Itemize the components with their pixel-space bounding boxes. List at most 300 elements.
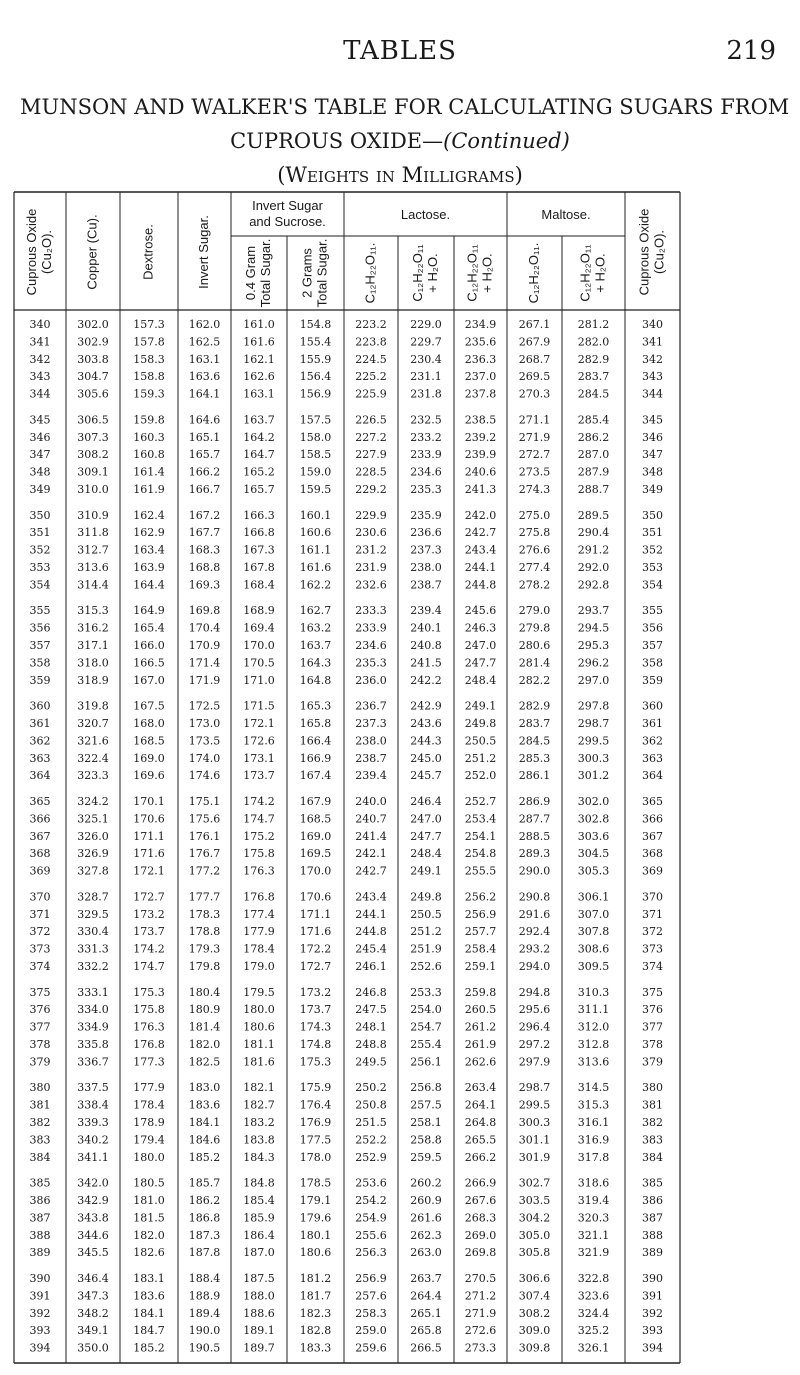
table-cell: 277.4 <box>518 561 551 574</box>
group-label-maltose: Maltose. <box>541 207 591 222</box>
table-cell: 250.5 <box>410 907 442 921</box>
table-cell: 250.5 <box>464 734 497 748</box>
table-cell: 360 <box>642 699 663 713</box>
table-cell: 390 <box>642 1272 663 1285</box>
table-cell: 308.6 <box>577 942 610 956</box>
table-cell: 171.6 <box>299 925 332 939</box>
table-cell: 301.2 <box>577 769 610 783</box>
table-cell: 180.6 <box>243 1020 275 1034</box>
table-cell: 298.7 <box>518 1081 551 1095</box>
table-cell: 303.8 <box>77 352 109 366</box>
table-cell: 353 <box>642 561 663 574</box>
table-cell: 365 <box>29 795 51 808</box>
table-cell: 177.7 <box>188 890 221 904</box>
table-cell: 268.3 <box>464 1211 497 1225</box>
table-cell: 242.2 <box>410 673 442 687</box>
table-cell: 180.0 <box>243 1003 275 1017</box>
table-cell: 156.9 <box>299 387 332 401</box>
table-cell: 301.1 <box>518 1133 551 1147</box>
table-cell: 160.8 <box>133 448 165 462</box>
table-cell: 157.8 <box>133 335 165 349</box>
table-cell: 164.4 <box>133 578 165 592</box>
table-cell: 349 <box>642 483 663 496</box>
table-cell: 173.7 <box>243 769 275 783</box>
table-cell: 326.9 <box>77 847 109 861</box>
table-cell: 188.9 <box>188 1289 221 1303</box>
table-cell: 386 <box>642 1194 663 1207</box>
table-cell: 183.8 <box>243 1133 275 1147</box>
table-cell: 165.4 <box>133 621 165 635</box>
table-cell: 170.5 <box>243 656 275 670</box>
table-cell: 240.8 <box>410 639 442 652</box>
table-cell: 175.8 <box>133 1003 165 1017</box>
table-cell: 167.3 <box>243 543 275 557</box>
table-cell: 166.9 <box>299 751 332 765</box>
table-cell: 160.3 <box>133 430 165 444</box>
col-dextrose: Dextrose. <box>140 224 156 280</box>
table-cell: 392 <box>29 1306 51 1320</box>
table-cell: 293.2 <box>518 942 551 956</box>
table-cell: 244.3 <box>410 734 442 748</box>
table-cell: 244.1 <box>355 907 387 921</box>
table-cell: 324.4 <box>577 1306 610 1320</box>
table-cell: 250.8 <box>355 1098 387 1112</box>
table-cell: 315.3 <box>577 1098 610 1112</box>
table-cell: 242.1 <box>355 847 387 861</box>
table-cell: 154.8 <box>299 318 332 331</box>
table-cell: 242.0 <box>464 508 497 522</box>
table-cell: 371 <box>642 907 663 921</box>
table-cell: 361 <box>642 717 663 730</box>
table-cell: 251.2 <box>410 925 442 939</box>
table-cell: 168.0 <box>133 717 165 730</box>
table-cell: 164.2 <box>243 430 275 444</box>
table-cell: 385 <box>642 1176 663 1190</box>
table-cell: 179.3 <box>188 942 221 956</box>
table-cell: 282.9 <box>577 352 610 366</box>
table-cell: 173.2 <box>299 985 332 999</box>
table-cell: 180.9 <box>188 1003 221 1017</box>
table-cell: 249.1 <box>464 699 497 713</box>
table-cell: 248.8 <box>355 1038 387 1051</box>
table-cell: 297.8 <box>577 699 610 713</box>
table-cell: 321.1 <box>577 1228 610 1242</box>
table-cell: 176.3 <box>243 864 275 878</box>
table-cell: 175.3 <box>133 985 165 999</box>
table-cell: 359 <box>29 673 51 687</box>
table-cell: 176.7 <box>188 847 221 861</box>
table-cell: 255.4 <box>410 1038 442 1051</box>
table-cell: 247.7 <box>410 829 442 843</box>
table-cell: 329.5 <box>77 907 109 921</box>
table-cell: 187.3 <box>188 1228 221 1242</box>
table-cell: 174.6 <box>188 769 221 783</box>
table-cell: 172.6 <box>243 734 275 748</box>
table-cell: 298.7 <box>577 717 610 730</box>
table-cell: 254.2 <box>355 1194 387 1207</box>
table-cell: 164.3 <box>299 656 332 670</box>
sugar-table-svg <box>14 192 800 1355</box>
table-cell: 347 <box>642 448 663 462</box>
table-cell: 357 <box>642 639 663 652</box>
table-cell: 185.2 <box>133 1341 165 1355</box>
table-cell: 306.6 <box>518 1272 551 1285</box>
table-cell: 343 <box>29 370 51 384</box>
table-cell: 258.8 <box>410 1133 442 1147</box>
table-cell: 236.7 <box>355 699 387 713</box>
table-cell: 307.3 <box>77 430 109 444</box>
table-cell: 310.0 <box>77 483 109 496</box>
table-cell: 322.8 <box>577 1272 610 1285</box>
table-cell: 253.4 <box>464 812 497 826</box>
table-cell: 335.8 <box>77 1038 109 1051</box>
table-cell: 325.1 <box>77 812 109 826</box>
table-cell: 368 <box>642 847 663 861</box>
table-cell: 179.1 <box>299 1194 332 1207</box>
table-cell: 388 <box>642 1228 663 1242</box>
table-cell: 291.2 <box>577 543 610 557</box>
table-cell: 323.3 <box>77 769 109 783</box>
table-cell: 259.0 <box>355 1324 387 1338</box>
table-cell: 185.9 <box>243 1211 275 1225</box>
table-cell: 286.2 <box>577 430 610 444</box>
table-cell: 267.1 <box>518 318 551 331</box>
table-cell: 161.0 <box>243 318 275 331</box>
table-cell: 260.2 <box>410 1176 442 1190</box>
table-cell: 159.8 <box>133 413 165 427</box>
table-cell: 183.1 <box>133 1272 165 1285</box>
table-cell: 355 <box>29 604 51 618</box>
table-cell: 245.6 <box>464 604 497 618</box>
table-cell: 340 <box>642 318 663 331</box>
table-cell: 319.8 <box>77 699 109 713</box>
table-cell: 180.1 <box>299 1228 332 1242</box>
table-cell: 295.6 <box>518 1003 551 1017</box>
table-cell: 190.0 <box>188 1324 221 1338</box>
table-cell: 176.3 <box>133 1020 165 1034</box>
table-cell: 184.3 <box>243 1150 275 1164</box>
table-cell: 179.6 <box>299 1211 332 1225</box>
table-cell: 326.1 <box>577 1341 610 1355</box>
table-cell: 373 <box>642 942 663 956</box>
table-cell: 261.9 <box>464 1038 497 1051</box>
table-cell: 386 <box>29 1194 51 1207</box>
table-cell: 181.4 <box>188 1020 221 1034</box>
table-cell: 190.5 <box>188 1341 221 1355</box>
table-cell: 320.3 <box>577 1211 610 1225</box>
page-header <box>24 36 776 76</box>
table-cell: 372 <box>642 925 663 939</box>
table-cell: 385 <box>29 1176 51 1190</box>
table-cell: 347.3 <box>77 1289 109 1303</box>
table-cell: 327.8 <box>77 864 109 878</box>
table-cell: 175.8 <box>243 847 275 861</box>
table-title-continued: (Continued) <box>443 129 570 153</box>
table-cell: 258.4 <box>464 942 497 956</box>
table-cell: 243.6 <box>410 717 442 730</box>
table-cell: 186.4 <box>243 1228 275 1242</box>
table-cell: 261.6 <box>410 1211 442 1225</box>
table-cell: 182.3 <box>299 1306 332 1320</box>
table-cell: 248.4 <box>410 847 442 861</box>
table-cell: 181.5 <box>133 1211 165 1225</box>
table-cell: 158.8 <box>133 370 165 384</box>
table-cell: 184.8 <box>243 1176 275 1190</box>
table-cell: 306.5 <box>77 413 109 427</box>
table-cell: 317.1 <box>77 639 109 652</box>
table-cell: 187.0 <box>243 1246 275 1260</box>
table-cell: 283.7 <box>518 717 551 730</box>
table-cell: 355 <box>642 604 663 618</box>
table-cell: 184.1 <box>188 1116 221 1129</box>
table-cell: 173.5 <box>188 734 221 748</box>
table-cell: 173.7 <box>133 925 165 939</box>
table-cell: 177.5 <box>299 1133 332 1147</box>
table-cell: 189.4 <box>188 1306 221 1320</box>
table-cell: 182.8 <box>299 1324 332 1338</box>
col-maltose-anhydrous: C₁₂H₂₂O₁₁. <box>525 242 541 304</box>
table-cell: 237.8 <box>464 387 497 401</box>
table-cell: 290.8 <box>518 890 551 904</box>
table-cell: 227.9 <box>355 448 387 462</box>
table-cell: 161.6 <box>243 335 275 349</box>
table-cell: 166.0 <box>133 639 165 652</box>
table-cell: 312.8 <box>577 1038 610 1051</box>
table-cell: 276.6 <box>518 543 551 557</box>
table-cell: 247.0 <box>464 639 497 652</box>
table-cell: 284.5 <box>518 734 551 748</box>
table-cell: 165.7 <box>243 483 275 496</box>
table-cell: 233.9 <box>410 448 442 462</box>
table-cell: 184.1 <box>133 1306 165 1320</box>
table-cell: 178.3 <box>188 907 221 921</box>
table-cell: 165.1 <box>188 430 221 444</box>
table-cell: 168.9 <box>243 604 275 618</box>
table-cell: 358 <box>642 656 663 670</box>
table-cell: 246.1 <box>355 960 387 973</box>
table-cell: 348.2 <box>77 1306 109 1320</box>
table-cell: 163.6 <box>188 370 221 384</box>
table-cell: 229.9 <box>355 508 387 522</box>
group-label-lactose: Lactose. <box>400 207 451 222</box>
table-cell: 168.4 <box>243 578 275 592</box>
table-cell: 312.7 <box>77 543 109 557</box>
table-cell: 256.9 <box>464 907 497 921</box>
table-cell: 240.1 <box>410 621 442 635</box>
table-cell: 265.1 <box>410 1306 442 1320</box>
table-cell: 307.0 <box>577 907 610 921</box>
table-cell: 258.3 <box>355 1306 387 1320</box>
table-cell: 272.6 <box>464 1324 497 1338</box>
table-cell: 269.8 <box>464 1246 497 1260</box>
table-cell: 361 <box>29 717 51 730</box>
table-cell: 344 <box>29 387 51 401</box>
table-cell: 247.0 <box>410 812 442 826</box>
table-cell: 264.4 <box>410 1289 442 1303</box>
table-cell: 252.2 <box>355 1133 387 1147</box>
table-cell: 161.1 <box>299 543 332 557</box>
table-cell: 232.5 <box>410 413 442 427</box>
table-cell: 282.2 <box>518 673 551 687</box>
table-cell: 175.2 <box>243 829 275 843</box>
table-cell: 231.8 <box>410 387 442 401</box>
table-title-line1: MUNSON AND WALKER'S TABLE FOR CALCULATING SUGARS FROM <box>20 95 790 119</box>
table-cell: 231.9 <box>355 561 387 574</box>
table-cell: 309.8 <box>518 1341 551 1355</box>
table-cell: 290.0 <box>518 864 551 878</box>
table-cell: 309.5 <box>577 960 610 973</box>
table-cell: 162.4 <box>133 508 165 522</box>
table-cell: 341 <box>29 335 51 349</box>
table-cell: 268.7 <box>518 352 551 366</box>
table-cell: 369 <box>642 864 663 878</box>
table-cell: 323.6 <box>577 1289 610 1303</box>
table-cell: 295.3 <box>577 639 610 652</box>
col-maltose-hydrate: C₁₂H₂₂O₁₁+ H₂O. <box>577 244 608 302</box>
table-cell: 356 <box>642 621 663 635</box>
table-cell: 341 <box>642 335 663 349</box>
table-cell: 162.0 <box>188 318 221 331</box>
table-cell: 345 <box>642 413 663 427</box>
table-cell: 285.3 <box>518 751 551 765</box>
table-cell: 170.6 <box>299 890 332 904</box>
table-cell: 389 <box>29 1246 51 1260</box>
table-cell: 345 <box>29 413 51 427</box>
table-cell: 172.7 <box>299 960 332 973</box>
table-cell: 282.0 <box>577 335 610 349</box>
table-cell: 368 <box>29 847 51 861</box>
table-cell: 286.1 <box>518 769 551 783</box>
table-cell: 251.5 <box>355 1116 387 1129</box>
table-cell: 241.4 <box>355 829 387 843</box>
table-cell: 234.6 <box>355 639 387 652</box>
col-copper: Copper (Cu). <box>84 214 100 290</box>
table-cell: 264.8 <box>464 1116 497 1129</box>
table-cell: 250.2 <box>355 1081 387 1095</box>
table-cell: 174.0 <box>188 751 221 765</box>
table-cell: 242.7 <box>355 864 387 878</box>
table-cell: 353 <box>29 561 51 574</box>
table-cell: 234.9 <box>464 318 497 331</box>
table-cell: 382 <box>642 1116 663 1129</box>
table-cell: 328.7 <box>77 890 109 904</box>
table-cell: 251.9 <box>410 942 442 956</box>
table-cell: 165.8 <box>299 717 332 730</box>
table-cell: 259.1 <box>464 960 497 973</box>
table-cell: 296.2 <box>577 656 610 670</box>
table-cell: 164.1 <box>188 387 221 401</box>
table-cell: 267.6 <box>464 1194 497 1207</box>
table-title-line2 <box>20 124 780 158</box>
table-cell: 247.5 <box>355 1003 387 1017</box>
table-cell: 311.1 <box>577 1003 610 1017</box>
table-cell: 362 <box>29 734 51 748</box>
table-cell: 167.5 <box>133 699 165 713</box>
table-cell: 249.8 <box>464 717 497 730</box>
table-cell: 258.1 <box>410 1116 442 1129</box>
table-cell: 312.0 <box>577 1020 610 1034</box>
table-cell: 180.4 <box>188 985 221 999</box>
table-cell: 227.2 <box>355 430 387 444</box>
table-cell: 248.4 <box>464 673 497 687</box>
table-cell: 287.7 <box>518 812 551 826</box>
table-cell: 302.9 <box>77 335 109 349</box>
table-cell: 182.7 <box>243 1098 275 1112</box>
table-cell: 235.6 <box>464 335 497 349</box>
table-cell: 341.1 <box>77 1150 109 1164</box>
table-cell: 379 <box>29 1055 51 1069</box>
table-cell: 242.7 <box>464 526 497 540</box>
table-cell: 360 <box>29 699 51 713</box>
table-cell: 172.2 <box>299 942 332 956</box>
table-cell: 240.6 <box>464 465 497 479</box>
table-cell: 237.3 <box>355 717 387 730</box>
table-cell: 391 <box>642 1289 663 1303</box>
table-cell: 229.7 <box>410 335 442 349</box>
table-cell: 253.6 <box>355 1176 387 1190</box>
table-cell: 253.3 <box>410 985 442 999</box>
table-cell: 187.8 <box>188 1246 221 1260</box>
table-cell: 185.7 <box>188 1176 221 1190</box>
table-cell: 316.1 <box>577 1116 610 1129</box>
table-cell: 374 <box>642 960 663 973</box>
table-cell: 392 <box>642 1306 663 1320</box>
table-cell: 181.7 <box>299 1289 332 1303</box>
table-cell: 337.5 <box>77 1081 109 1095</box>
table-cell: 168.5 <box>299 812 332 826</box>
table-cell: 378 <box>642 1038 663 1051</box>
table-cell: 365 <box>642 795 663 808</box>
table-cell: 229.2 <box>355 483 387 496</box>
table-cell: 162.7 <box>299 604 332 618</box>
table-title-main: CUPROUS OXIDE— <box>230 129 444 153</box>
sugar-table <box>14 192 800 1355</box>
table-cell: 164.8 <box>299 673 332 687</box>
table-cell: 351 <box>29 526 51 540</box>
col-cuprous-oxide-right: Cuprous Oxide(Cu₂O). <box>636 208 667 296</box>
table-cell: 379 <box>642 1055 663 1069</box>
table-cell: 245.7 <box>410 769 442 783</box>
table-cell: 275.8 <box>518 526 551 540</box>
table-cell: 175.6 <box>188 812 221 826</box>
table-cell: 225.9 <box>355 387 387 401</box>
table-cell: 238.0 <box>410 561 442 574</box>
table-cell: 182.5 <box>188 1055 221 1069</box>
table-cell: 166.3 <box>243 508 275 522</box>
table-cell: 223.8 <box>355 335 387 349</box>
table-cell: 262.3 <box>410 1228 442 1242</box>
table-cell: 261.2 <box>464 1020 497 1034</box>
table-cell: 389 <box>642 1246 663 1260</box>
table-cell: 333.1 <box>77 985 109 999</box>
table-cell: 281.4 <box>518 656 551 670</box>
table-cell: 162.2 <box>299 578 332 592</box>
table-cell: 174.2 <box>243 795 275 808</box>
table-cell: 300.3 <box>577 751 610 765</box>
table-cell: 387 <box>29 1211 51 1225</box>
table-cell: 166.7 <box>188 483 221 496</box>
table-cell: 345.5 <box>77 1246 109 1260</box>
table-cell: 177.2 <box>188 864 221 878</box>
table-cell: 162.5 <box>188 335 221 349</box>
table-cell: 324.2 <box>77 795 109 808</box>
table-cell: 232.6 <box>355 578 387 592</box>
table-cell: 302.7 <box>518 1176 551 1190</box>
table-cell: 172.1 <box>243 717 275 730</box>
table-cell: 173.0 <box>188 717 221 730</box>
table-cell: 363 <box>29 751 51 765</box>
table-cell: 235.3 <box>355 656 387 670</box>
